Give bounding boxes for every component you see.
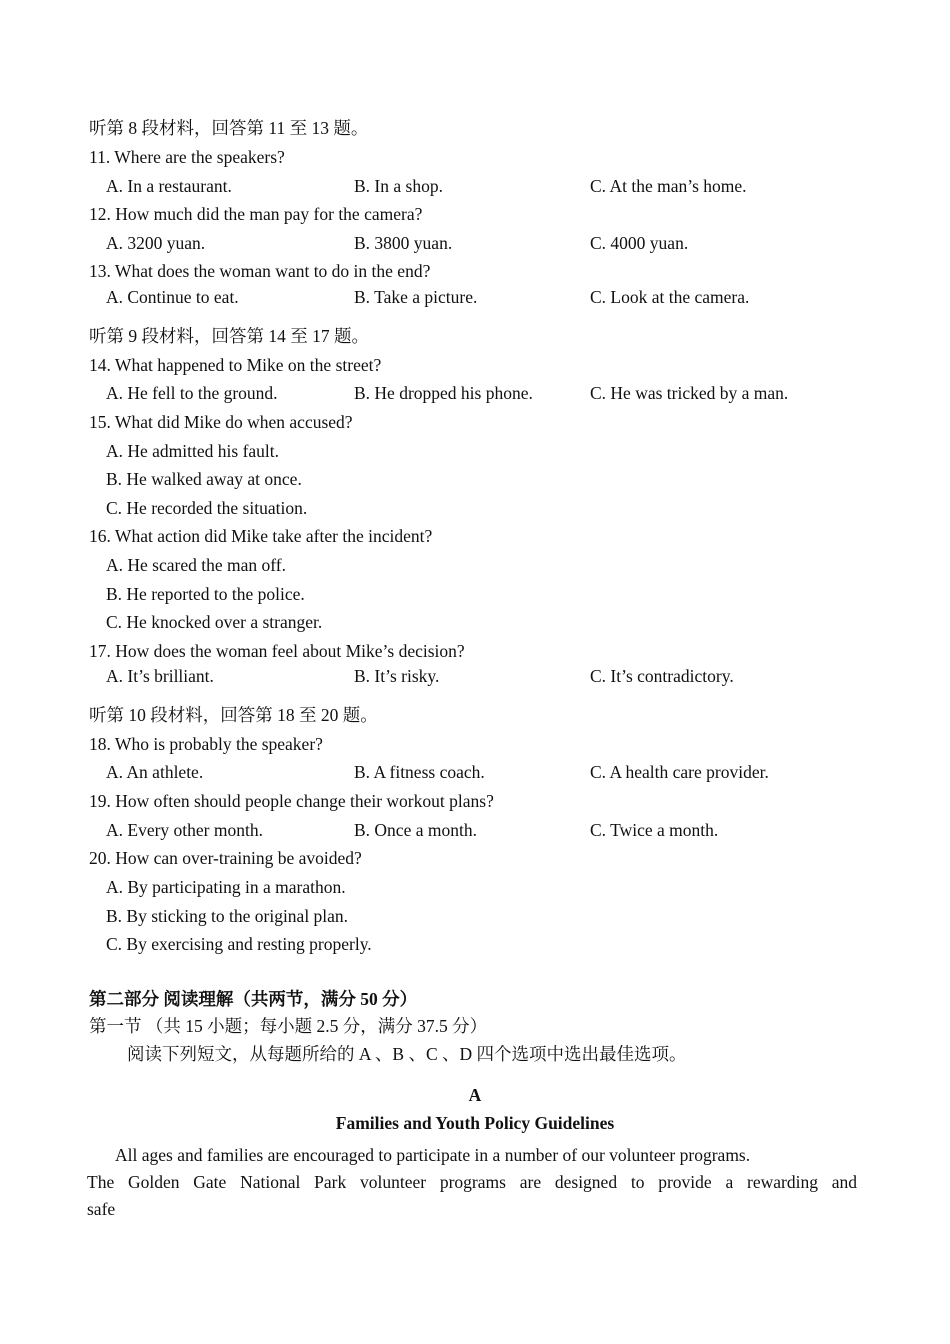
q18-option-c: C. A health care provider.	[590, 762, 769, 782]
q15-option-c: C. He recorded the situation.	[106, 498, 308, 518]
q18-option-b: B. A fitness coach.	[354, 762, 485, 782]
question-14: 14. What happened to Mike on the street?	[89, 355, 382, 375]
question-20: 20. How can over-training be avoided?	[89, 848, 362, 868]
section-9-header: 听第 9 段材料，回答第 14 至 17 题。	[89, 326, 369, 346]
section-1-header: 第一节 （共 15 小题；每小题 2.5 分，满分 37.5 分）	[89, 1016, 488, 1036]
q12-option-a: A. 3200 yuan.	[106, 233, 206, 253]
question-15: 15. What did Mike do when accused?	[89, 412, 353, 432]
q11-option-b: B. In a shop.	[354, 176, 443, 196]
question-18: 18. Who is probably the speaker?	[89, 734, 323, 754]
paragraph-line-3: safe	[87, 1199, 116, 1219]
q13-option-b: B. Take a picture.	[354, 287, 478, 307]
q13-option-c: C. Look at the camera.	[590, 287, 750, 307]
q15-option-a: A. He admitted his fault.	[106, 441, 280, 461]
question-12: 12. How much did the man pay for the camera?	[89, 204, 423, 224]
reading-instruction: 阅读下列短文，从每题所给的 A 、B 、C 、D 四个选项中选出最佳选项。	[127, 1044, 687, 1064]
passage-letter: A	[468, 1085, 482, 1105]
q12-option-b: B. 3800 yuan.	[354, 233, 453, 253]
section-8-header: 听第 8 段材料，回答第 11 至 13 题。	[89, 118, 369, 138]
q13-option-a: A. Continue to eat.	[106, 287, 239, 307]
question-17: 17. How does the woman feel about Mike’s decision?	[89, 641, 465, 661]
question-16: 16. What action did Mike take after the incident?	[89, 526, 433, 546]
paragraph-line-2: The Golden Gate National Park volunteer programs are designed to provide a rewarding and	[87, 1172, 857, 1192]
q11-option-c: C. At the man’s home.	[590, 176, 747, 196]
q14-option-c: C. He was tricked by a man.	[590, 383, 789, 403]
q19-option-b: B. Once a month.	[354, 820, 477, 840]
q20-option-a: A. By participating in a marathon.	[106, 877, 346, 897]
q19-option-c: C. Twice a month.	[590, 820, 719, 840]
q14-option-a: A. He fell to the ground.	[106, 383, 278, 403]
q17-option-a: A. It’s brilliant.	[106, 666, 214, 686]
passage-title: Families and Youth Policy Guidelines	[335, 1113, 615, 1133]
q11-option-a: A. In a restaurant.	[106, 176, 232, 196]
q17-option-b: B. It’s risky.	[354, 666, 440, 686]
q19-option-a: A. Every other month.	[106, 820, 263, 840]
question-19: 19. How often should people change their workout plans?	[89, 791, 494, 811]
q17-option-c: C. It’s contradictory.	[590, 666, 734, 686]
passage-paragraph	[87, 1142, 857, 1223]
q16-option-a: A. He scared the man off.	[106, 555, 286, 575]
question-11: 11. Where are the speakers?	[89, 147, 285, 167]
q20-option-c: C. By exercising and resting properly.	[106, 934, 372, 954]
q15-option-b: B. He walked away at once.	[106, 469, 302, 489]
q20-option-b: B. By sticking to the original plan.	[106, 906, 349, 926]
question-13: 13. What does the woman want to do in the end?	[89, 261, 431, 281]
q18-option-a: A. An athlete.	[106, 762, 204, 782]
paragraph-line-1: All ages and families are encouraged to participate in a number of our volunteer programs.	[115, 1145, 751, 1165]
part-2-title: 第二部分 阅读理解（共两节，满分 50 分）	[89, 989, 418, 1009]
q14-option-b: B. He dropped his phone.	[354, 383, 533, 403]
section-10-header: 听第 10 段材料，回答第 18 至 20 题。	[89, 705, 378, 725]
q16-option-c: C. He knocked over a stranger.	[106, 612, 323, 632]
q12-option-c: C. 4000 yuan.	[590, 233, 689, 253]
q16-option-b: B. He reported to the police.	[106, 584, 305, 604]
